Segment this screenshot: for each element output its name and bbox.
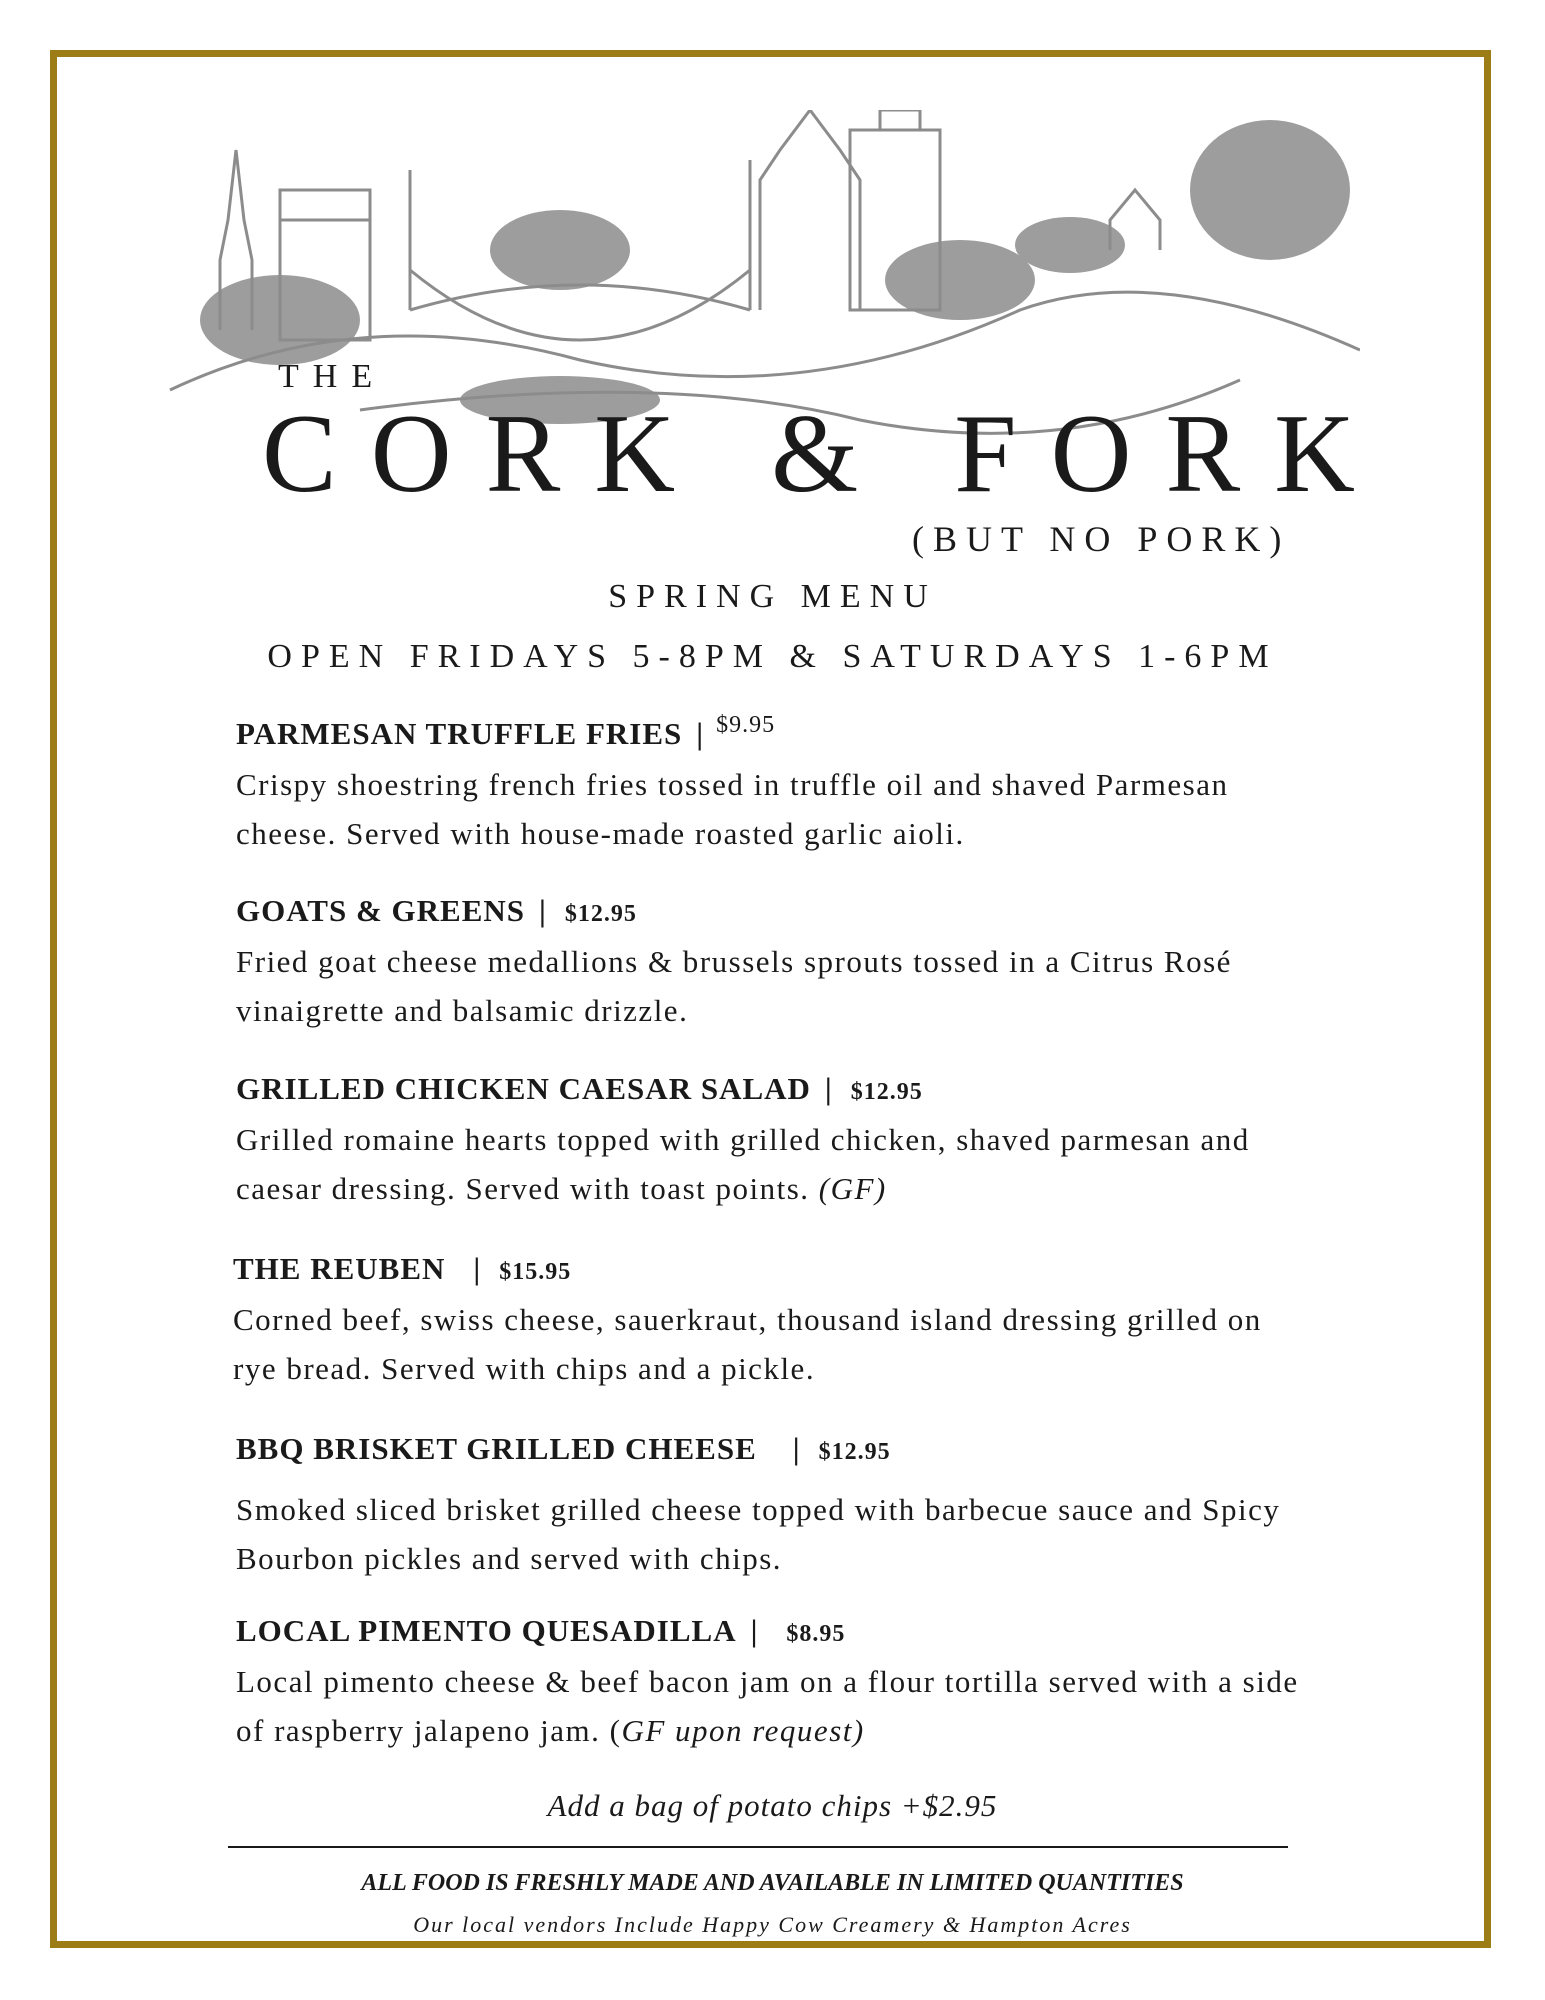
description-text: Grilled romaine hearts topped with grilled chicken, shaved parmesan and caesar dressing. Served with toast points.: [236, 1122, 1250, 1206]
description-text: Fried goat cheese medallions & brussels sprouts tossed in a Citrus Rosé vinaigrette and balsamic drizzle.: [236, 944, 1232, 1028]
menu-item-price: $9.95: [716, 712, 776, 738]
menu-item-price: $12.95: [818, 1439, 891, 1465]
menu-item-name: BBQ BRISKET GRILLED CHEESE: [236, 1431, 757, 1466]
menu-item-description: [236, 937, 1306, 1035]
separator: |: [792, 1431, 801, 1466]
separator: |: [750, 1613, 759, 1648]
menu-item: [236, 1613, 1306, 1755]
menu-item-heading: [233, 1251, 1303, 1287]
menu-item: [236, 1071, 1306, 1213]
menu-item: [236, 893, 1306, 1035]
menu-item-description: [236, 1115, 1306, 1213]
menu-item-price: $12.95: [564, 901, 637, 927]
menu-item-heading: [236, 893, 1306, 929]
separator: |: [539, 893, 547, 928]
menu-item-description: [236, 1657, 1306, 1755]
menu-item-name: THE REUBEN: [233, 1251, 446, 1286]
menu-item-description: [236, 760, 1306, 858]
menu-item-name: PARMESAN TRUFFLE FRIES: [236, 716, 683, 751]
divider-line: [228, 1846, 1288, 1848]
description-text: Corned beef, swiss cheese, sauerkraut, thousand island dressing grilled on rye bread. Served with chips and a pickle.: [233, 1302, 1262, 1386]
menu-item-heading: [236, 1071, 1306, 1107]
description-text: Smoked sliced brisket grilled cheese topped with barbecue sauce and Spicy Bourbon pickles and served with chips.: [236, 1492, 1281, 1576]
menu-item-heading: [236, 1613, 1306, 1649]
separator: |: [473, 1251, 482, 1286]
menu-item-price: $12.95: [850, 1079, 923, 1105]
menu-item-description: [233, 1295, 1303, 1393]
menu-item: [236, 712, 1306, 858]
local-vendors-note: Our local vendors Include Happy Cow Creamery & Hampton Acres: [413, 1912, 1132, 1937]
separator: |: [824, 1071, 833, 1106]
menu-item: [236, 1431, 1306, 1583]
season-heading: SPRING MENU: [608, 578, 937, 615]
restaurant-subtitle: (BUT NO PORK): [912, 519, 1291, 559]
menu-item-heading: [236, 712, 1306, 752]
description-text: Crispy shoestring french fries tossed in truffle oil and shaved Parmesan cheese. Served with house-made roasted garlic aioli.: [236, 767, 1229, 851]
menu-item-name: GOATS & GREENS: [236, 893, 526, 928]
menu-item-heading: [236, 1431, 1306, 1467]
menu-item-description: [236, 1485, 1306, 1583]
menu-item-price: $8.95: [786, 1621, 846, 1647]
title-the: THE: [278, 358, 387, 395]
menu-item: [233, 1251, 1303, 1393]
restaurant-title: CORK & FORK: [262, 392, 1390, 516]
separator: |: [696, 716, 705, 751]
dietary-note: (GF): [818, 1171, 887, 1206]
freshness-notice: ALL FOOD IS FRESHLY MADE AND AVAILABLE IN LIMITED QUANTITIES: [361, 1870, 1184, 1896]
add-on-note: Add a bag of potato chips +$2.95: [547, 1788, 998, 1823]
dietary-note: GF upon request): [621, 1713, 865, 1748]
menu-item-name: LOCAL PIMENTO QUESADILLA: [236, 1613, 737, 1648]
description-text: Local pimento cheese & beef bacon jam on a flour tortilla served with a side of raspberry jalapeno jam. (: [236, 1664, 1299, 1748]
opening-hours: OPEN FRIDAYS 5-8PM & SATURDAYS 1-6PM: [267, 638, 1278, 675]
menu-item-name: GRILLED CHICKEN CAESAR SALAD: [236, 1071, 811, 1106]
menu-item-price: $15.95: [499, 1259, 572, 1285]
